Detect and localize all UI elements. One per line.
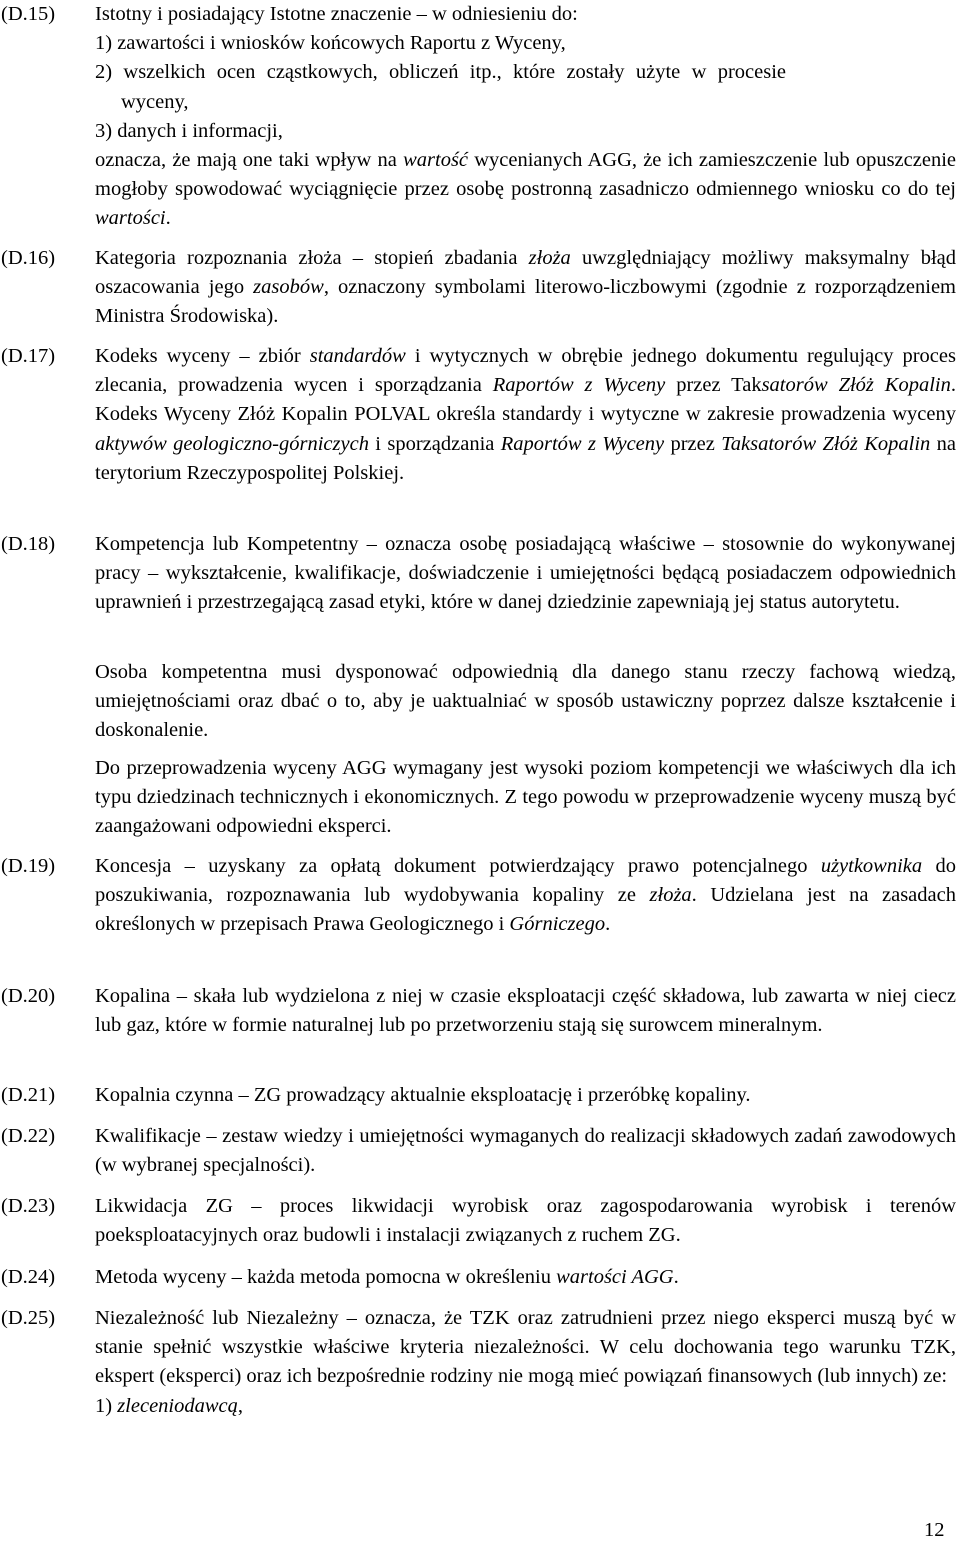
definition-number: (D.23) — [1, 1195, 56, 1217]
definition-body — [95, 0, 956, 234]
definition-text: Niezależność lub Niezależny – oznacza, że TZK oraz zatrudnieni przez niego eksperci muszą być w stanie spełnić wszystkie właściwe kryteria niezależności. W celu dochowania tego warunku TZK, ekspert (eksperci) oraz ich bezpośrednie rodziny nie mogą mieć powiązań finansowych (lub innych) ze: — [95, 1307, 956, 1388]
definition-number: (D.15) — [1, 3, 56, 25]
definition-text: Likwidacja ZG – proces likwidacji wyrobisk oraz zagospodarowania wyrobisk i terenów poeksploatacyjnych oraz budowli i instalacji związanych z ruchem ZG. — [95, 1195, 956, 1247]
definition-number: (D.24) — [1, 1266, 56, 1288]
definition-number: (D.21) — [1, 1084, 56, 1106]
definition-text: Koncesja – uzyskany za opłatą dokument potwierdzający prawo potencjalnego użytkownika do poszukiwania, rozpoznawania lub wydobywania kopaliny ze złoża. Udzielana jest na zasadach określonych w przepisach Prawa Geologicznego i Górniczego. — [95, 855, 957, 936]
definition-number: (D.18) — [1, 533, 56, 555]
definition-paragraph: Osoba kompetentna musi dysponować odpowiednią dla danego stanu rzeczy fachową wiedzą, umiejętnościami oraz dbać o to, aby je uaktualniać w sposób ustawiczny poprzez dalsze kształcenie i doskonalenie. — [95, 661, 956, 742]
definition-text: Kopalina – skała lub wydzielona z niej w czasie eksploatacji część składowa, lub zawarta w niej ciecz lub gaz, które w formie naturalnej lub po przetworzeniu stają się surowcem mineralnym. — [95, 985, 956, 1037]
definition-text: Kategoria rozpoznania złoża – stopień zbadania złoża uwzględniający możliwy maksymalny błąd oszacowania jego zasobów, oznaczony symbolami literowo-liczbowymi (zgodnie z rozporządzeniem Ministra Środowiska). — [95, 247, 956, 328]
definition-heading: Istotny i posiadający Istotne znaczenie – w odniesieniu do: — [95, 3, 578, 25]
definition-body — [95, 1304, 956, 1421]
definition-paragraph: Do przeprowadzenia wyceny AGG wymagany jest wysoki poziom kompetencji we właściwych dla ich typu dziedzinach technicznych i ekonomicznych. Z tego powodu w przeprowadzenie wyceny muszą być zaangażowani odpowiedni eksperci. — [95, 757, 956, 838]
page-number: 12 — [924, 1519, 945, 1541]
definition-number: (D.20) — [1, 985, 56, 1007]
list-item: 3) danych i informacji, — [95, 119, 283, 142]
definition-text: Kompetencja lub Kompetentny – oznacza osobę posiadającą właściwe – stosownie do wykonywanej pracy – wykształcenie, kwalifikacje, doświadczenie i umiejętności będącą posiadaczem odpowiednich uprawnień i przestrzegającą zasad etyki, które w danej dziedzinie zapewniają jej status autorytetu. — [95, 533, 956, 614]
definition-text: Kwalifikacje – zestaw wiedzy i umiejętności wymaganych do realizacji składowych zadań zawodowych (w wybranej specjalności). — [95, 1125, 956, 1177]
definition-number: (D.17) — [1, 345, 56, 367]
definition-number: (D.19) — [1, 855, 56, 877]
list-item: 1) zleceniodawcą, — [95, 1394, 244, 1417]
list-item: 1) zawartości i wniosków końcowych Raportu z Wyceny, — [95, 32, 566, 55]
list-item: 2) wszelkich ocen cząstkowych, obliczeń itp., które zostały użyte w procesie wyceny, — [95, 61, 786, 113]
definition-text: oznacza, że mają one taki wpływ na wartość wycenianych AGG, że ich zamieszczenie lub opuszczenie mogłoby spowodować wyciągnięcie przez osobę postronną zasadniczo odmiennego wniosku co do tej wartości. — [95, 149, 956, 230]
definition-number: (D.16) — [1, 247, 56, 269]
definition-number: (D.22) — [1, 1125, 56, 1147]
definition-text: Metoda wyceny – każda metoda pomocna w określeniu wartości AGG. — [95, 1266, 679, 1288]
definition-number: (D.25) — [1, 1307, 56, 1329]
definition-text: Kopalnia czynna – ZG prowadzący aktualnie eksploatację i przeróbkę kopaliny. — [95, 1084, 751, 1106]
definition-text: Kodeks wyceny – zbiór standardów i wytycznych w obrębie jednego dokumentu regulujący proces zlecania, prowadzenia wycen i sporządzania Raportów z Wyceny przez Taksatorów Złóż Kopalin. Kodeks Wyceny Złóż Kopalin POLVAL określa standardy i wytyczne w zakresie prowadzenia wyceny aktywów geologiczno-górniczych i sporządzania Raportów z Wyceny przez Taksatorów Złóż Kopalin na terytorium Rzeczypospolitej Polskiej. — [95, 345, 956, 484]
